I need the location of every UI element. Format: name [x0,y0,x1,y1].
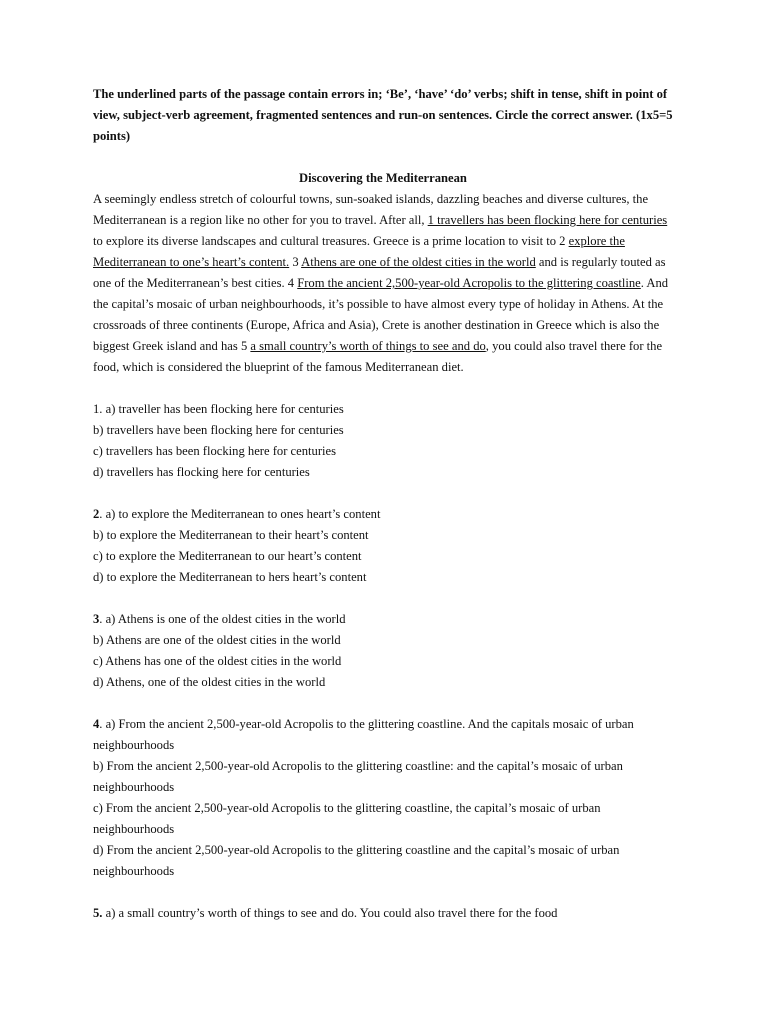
question-3-option-b[interactable]: b) Athens are one of the oldest cities in the world [93,633,341,647]
question-5-option-a[interactable]: 5. a) a small country’s worth of things to see and do. You could also travel there for the food [93,906,558,920]
question-2-option-a[interactable]: 2. a) to explore the Mediterranean to ones heart’s content [93,507,381,521]
question-1-option-b[interactable]: b) travellers have been flocking here for centuries [93,423,344,437]
question-number: 5. [93,906,103,920]
question-4-option-d[interactable]: d) From the ancient 2,500-year-old Acropolis to the glittering coastline and the capital’s mosaic of urban neighbourhoods [93,843,620,878]
passage [93,189,673,378]
question-1-option-d[interactable]: d) travellers has flocking here for centuries [93,465,310,479]
question-4-option-b[interactable]: b) From the ancient 2,500-year-old Acropolis to the glittering coastline: and the capital’s mosaic of urban neighbourhoods [93,759,623,794]
question-3 [93,609,673,693]
question-2-option-b[interactable]: b) to explore the Mediterranean to their heart’s content [93,528,369,542]
passage-text: . And the capital’s mosaic of urban neighbourhoods, it’s possible to have almost every type of holiday in Athens. At the crossroads of three continents (Europe, Africa and Asia), Crete is another destination in Greece which is also the biggest Greek island and has 5 [93,276,669,353]
underlined-error-1: 1 travellers has been flocking here for centuries [427,213,668,227]
underlined-error-3: Athens are one of the oldest cities in the world [301,255,536,269]
question-number: 3 [93,612,100,626]
passage-text: and is regularly touted as one of the Mediterranean’s best cities. 4 [93,255,666,290]
question-2 [93,504,673,588]
question-5 [93,903,673,924]
question-1-option-a[interactable]: 1. a) traveller has been flocking here for centuries [93,402,344,416]
passage-text: A seemingly endless stretch of colourful towns, sun-soaked islands, dazzling beaches and diverse cultures, the Mediterranean is a region like no other for you to travel. After all, [93,192,649,227]
passage-text: to explore its diverse landscapes and cultural treasures. Greece is a prime location to visit to 2 [93,234,569,248]
passage-text: 3 [289,255,302,269]
document-page [93,84,673,945]
question-number: 2 [93,507,100,521]
question-4-option-a[interactable]: 4. a) From the ancient 2,500-year-old Acropolis to the glittering coastline. And the capitals mosaic of urban neighbourhoods [93,717,634,752]
passage-text: , you could also travel there for the food, which is considered the blueprint of the famous Mediterranean diet. [93,339,663,374]
question-3-option-a[interactable]: 3. a) Athens is one of the oldest cities in the world [93,612,346,626]
question-3-option-d[interactable]: d) Athens, one of the oldest cities in the world [93,675,326,689]
question-1-option-c[interactable]: c) travellers has been flocking here for centuries [93,444,337,458]
underlined-error-2: explore the Mediterranean to one’s heart’s content. [93,234,625,269]
question-4-option-c[interactable]: c) From the ancient 2,500-year-old Acropolis to the glittering coastline, the capital’s mosaic of urban neighbourhoods [93,801,601,836]
underlined-error-5: a small country’s worth of things to see and do [250,339,486,353]
question-1 [93,399,673,483]
question-2-option-d[interactable]: d) to explore the Mediterranean to hers heart’s content [93,570,367,584]
question-2-option-c[interactable]: c) to explore the Mediterranean to our heart’s content [93,549,362,563]
question-3-option-c[interactable]: c) Athens has one of the oldest cities in the world [93,654,342,668]
underlined-error-4: From the ancient 2,500-year-old Acropolis to the glittering coastline [297,276,641,290]
passage-title: Discovering the Mediterranean [299,171,467,185]
question-number: 4 [93,717,100,731]
instructions: The underlined parts of the passage contain errors in; ‘Be’, ‘have’ ‘do’ verbs; shift in tense, shift in point of view, subject-verb agreement, fragmented sentences and run-on sentences. Circle the correct answer. (1x5=5 points) [93,87,673,143]
question-number: 1. [93,402,103,416]
question-4 [93,714,673,882]
